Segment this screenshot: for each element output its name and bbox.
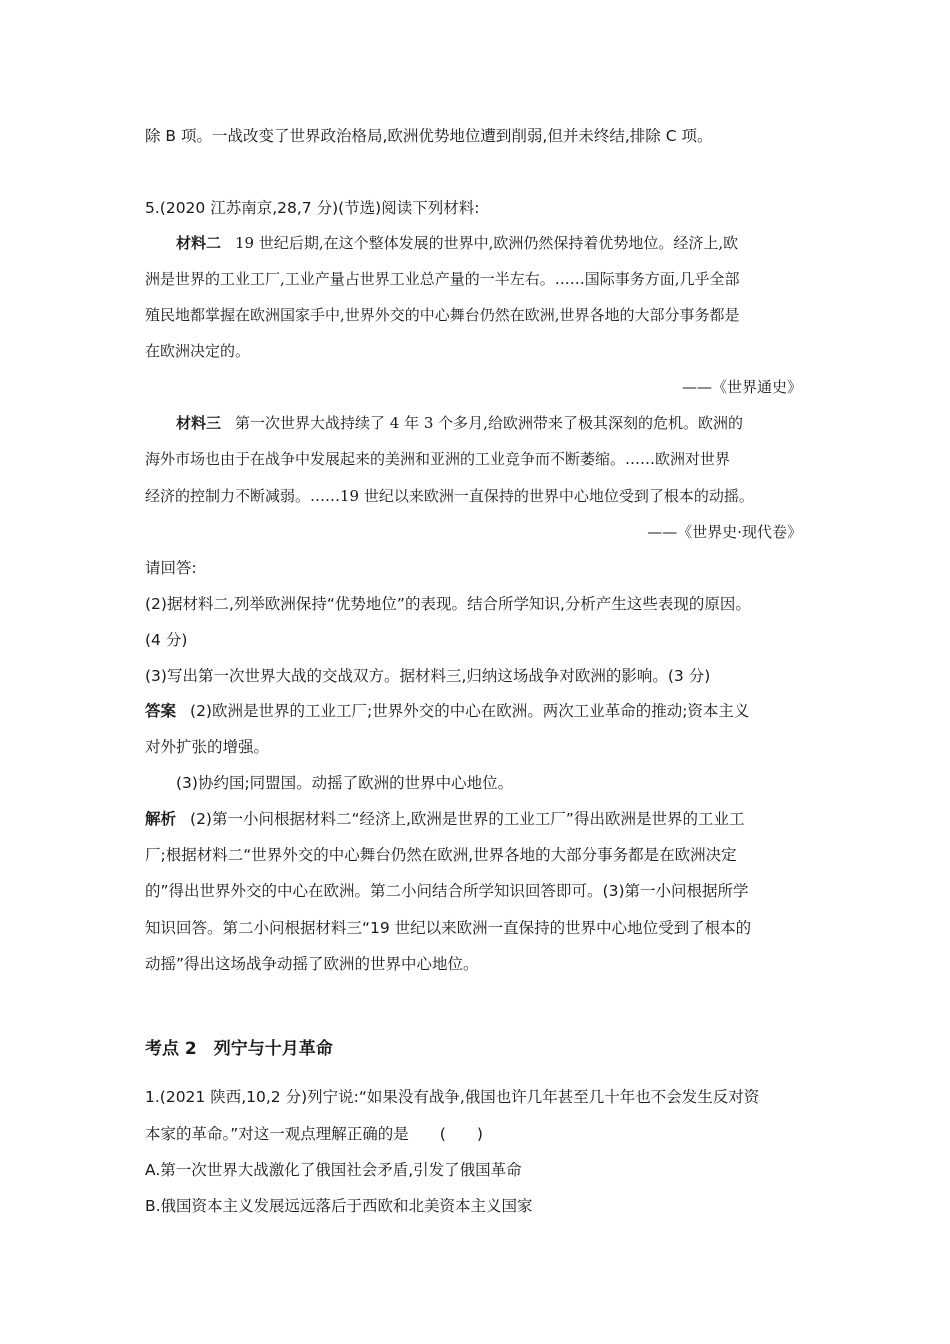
material-2-line: 殖民地都掌握在欧洲国家手中,世界外交的中心舞台仍然在欧洲,世界各地的大部分事务都是	[145, 306, 740, 324]
question-2-points: (4 分)	[145, 631, 188, 649]
material-2-line: 洲是世界的工业工厂,工业产量占世界工业总产量的一半左右。……国际事务方面,几乎全部	[145, 270, 740, 288]
material-2-line: 在欧洲决定的。	[145, 342, 251, 360]
material-2-source: ——《世界通史》	[681, 378, 802, 396]
text-line: 除 B 项。一战改变了世界政治格局,欧洲优势地位遭到削弱,但并未终结,排除 C 项。	[145, 127, 713, 145]
answer-text: (2)欧洲是世界的工业工厂;世界外交的中心在欧洲。两次工业革命的推动;资本主义	[190, 702, 750, 720]
section-heading: 考点 2 列宁与十月革命	[145, 1039, 333, 1059]
answer-line: 对外扩张的增强。	[145, 738, 270, 756]
answer-line: (3)协约国;同盟国。动摇了欧洲的世界中心地位。	[176, 774, 514, 792]
material-3-source: ——《世界史·现代卷》	[647, 523, 802, 541]
ask-label: 请回答:	[145, 559, 197, 577]
material-2-line	[176, 233, 738, 253]
material-3-label: 材料三	[176, 414, 222, 432]
answer-label: 答案	[145, 702, 177, 720]
option-b: B.俄国资本主义发展远远落后于西欧和北美资本主义国家	[145, 1197, 533, 1215]
question-3-line: (3)写出第一次世界大战的交战双方。据材料三,归纳这场战争对欧洲的影响。(3 分)	[145, 667, 711, 685]
analysis-text: (2)第一小问根据材料二“经济上,欧洲是世界的工业工厂”得出欧洲是世界的工业工	[190, 810, 745, 828]
analysis-line: 厂;根据材料二“世界外交的中心舞台仍然在欧洲,世界各地的大部分事务都是在欧洲决定	[145, 846, 737, 864]
analysis-line	[145, 809, 744, 829]
question-5-title: 5.(2020 江苏南京,28,7 分)(节选)阅读下列材料:	[145, 199, 480, 217]
material-2-label: 材料二	[176, 234, 222, 252]
answer-line	[145, 701, 749, 721]
material-3-line: 经济的控制力不断减弱。……19 世纪以来欧洲一直保持的世界中心地位受到了根本的动摇。	[145, 487, 754, 505]
material-3-line	[176, 413, 743, 433]
question-1-line: 本家的革命。”对这一观点理解正确的是 ( )	[145, 1125, 483, 1143]
analysis-line: 动摇”得出这场战争动摇了欧洲的世界中心地位。	[145, 955, 479, 973]
question-1-line: 1.(2021 陕西,10,2 分)列宁说:“如果没有战争,俄国也许几年甚至几十年也不会发生反对资	[145, 1088, 760, 1106]
option-a: A.第一次世界大战激化了俄国社会矛盾,引发了俄国革命	[145, 1161, 522, 1179]
material-3-text: 第一次世界大战持续了 4 年 3 个多月,给欧洲带来了极其深刻的危机。欧洲的	[235, 414, 743, 432]
analysis-line: 知识回答。第二小问根据材料三“19 世纪以来欧洲一直保持的世界中心地位受到了根本的	[145, 919, 752, 937]
analysis-label: 解析	[145, 810, 177, 828]
material-3-line: 海外市场也由于在战争中发展起来的美洲和亚洲的工业竞争而不断萎缩。……欧洲对世界	[145, 450, 731, 468]
question-2-line: (2)据材料二,列举欧洲保持“优势地位”的表现。结合所学知识,分析产生这些表现的原因。	[145, 595, 751, 613]
material-2-text: 19 世纪后期,在这个整体发展的世界中,欧洲仍然保持着优势地位。经济上,欧	[235, 234, 739, 252]
analysis-line: 的”得出世界外交的中心在欧洲。第二小问结合所学知识回答即可。(3)第一小问根据所学	[145, 882, 749, 900]
